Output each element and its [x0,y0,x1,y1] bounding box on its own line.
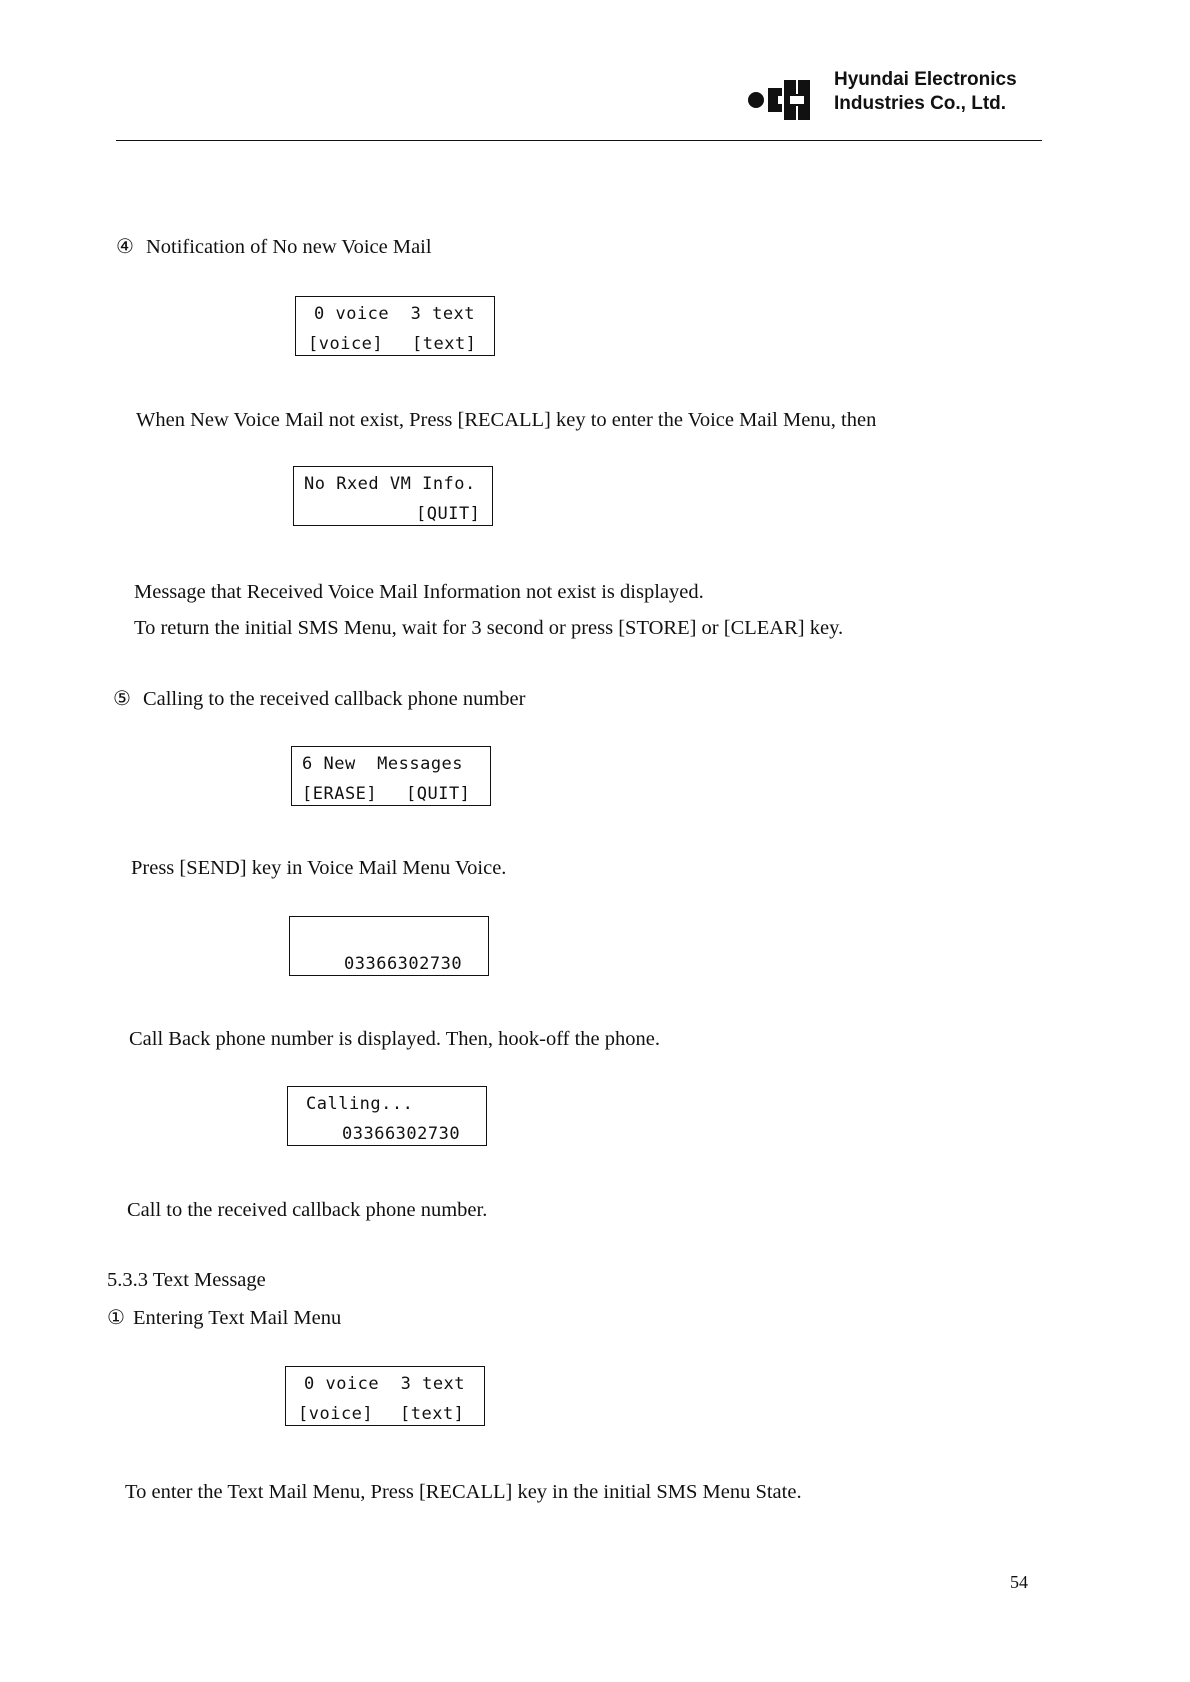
section-4-heading [116,234,432,259]
hyundai-logo-icon [746,74,816,124]
paragraph-message-not-exist: Message that Received Voice Mail Information not exist is displayed. [134,581,704,603]
lcd-display-voice-text-2 [285,1366,485,1426]
paragraph-call-callback: Call to the received callback phone number. [127,1199,488,1221]
section-5-marker: ⑤ [113,686,131,710]
section-4-marker: ④ [116,234,134,258]
lcd-display-no-rxed-vm [293,466,493,526]
section-5-heading [113,686,525,711]
section-1-title: Entering Text Mail Menu [132,1307,342,1329]
section-1-heading [107,1305,341,1330]
section-5-title: Calling to the received callback phone number [142,688,526,710]
lcd-display-voice-text [295,296,495,356]
lcd-display-new-messages [291,746,491,806]
paragraph-recall-voice-mail: When New Voice Mail not exist, Press [RECALL] key to enter the Voice Mail Menu, then [136,409,877,431]
lcd-display-calling [287,1086,487,1146]
header-divider [116,140,1042,141]
lcd-line1: 0 voice 3 text [314,304,476,324]
lcd-line2: 03366302730 [342,1124,461,1144]
lcd-softkey-left: [ERASE] [302,784,378,804]
paragraph-enter-text-mail: To enter the Text Mail Menu, Press [RECALL] key in the initial SMS Menu State. [125,1481,802,1503]
lcd-line2: 03366302730 [344,954,463,974]
section-4-title: Notification of No new Voice Mail [145,236,432,258]
page-number: 54 [1010,1572,1028,1592]
lcd-line1: No Rxed VM Info. [304,474,476,494]
lcd-softkey-right: [text] [400,1404,465,1424]
lcd-softkey-right: [QUIT] [406,784,471,804]
paragraph-callback-displayed: Call Back phone number is displayed. Then, hook-off the phone. [129,1028,660,1050]
company-name-line2: Industries Co., Ltd. [834,93,1007,114]
lcd-display-callback-number [289,916,489,976]
section-533-heading: 5.3.3 Text Message [107,1269,266,1291]
lcd-line1: Calling... [306,1094,414,1114]
lcd-softkey-right: [text] [412,334,477,354]
lcd-softkey-left: [voice] [298,1404,374,1424]
lcd-softkey-right: [QUIT] [416,504,481,524]
paragraph-press-send: Press [SEND] key in Voice Mail Menu Voice. [131,857,507,879]
company-name [834,68,1017,116]
lcd-line1: 6 New Messages [302,754,464,774]
lcd-line1: 0 voice 3 text [304,1374,466,1394]
company-name-line1: Hyundai Electronics [834,69,1017,90]
paragraph-return-initial-menu: To return the initial SMS Menu, wait for 3 second or press [STORE] or [CLEAR] key. [134,617,844,639]
section-1-marker: ① [107,1305,125,1329]
lcd-softkey-left: [voice] [308,334,384,354]
